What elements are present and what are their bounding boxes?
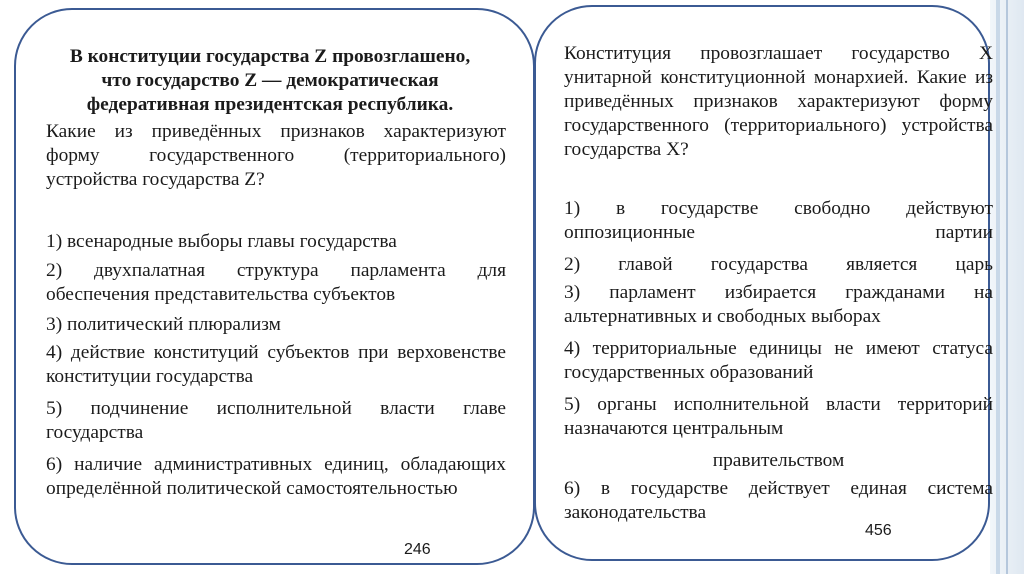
answer-option: 3) парламент избирается гражданами на альтернативных и свободных выборах xyxy=(564,282,993,327)
answer-option: 6) наличие административных единиц, обладающих определённой политической самостоятельностью xyxy=(46,454,506,499)
answer-option: 2) главой государства является царь xyxy=(564,254,993,275)
answer-option: 6) в государстве действует единая система законодательства xyxy=(564,478,993,523)
task-question: Какие из приведённых признаков характеризуют форму государственного (территориального) устройства государства Z? xyxy=(46,121,506,190)
edge-stripe xyxy=(1006,0,1008,574)
answer-option: 5) подчинение исполнительной власти главе государства xyxy=(46,398,506,443)
task-title-line: федеративная президентская республика. xyxy=(86,94,454,115)
answer-option-continued: правительством xyxy=(712,450,845,471)
task-question: Конституция провозглашает государство X унитарной конституционной монархией. Какие из приведённых признаков характеризуют форму государственного (территориального) устройства государства X? xyxy=(564,43,993,160)
answer-option: 5) органы исполнительной власти территорий назначаются центральным xyxy=(564,394,993,439)
answer-option: 3) политический плюрализм xyxy=(46,314,281,335)
answer-option: 4) территориальные единицы не имеют статуса государственных образований xyxy=(564,338,993,383)
answer-option: 4) действие конституций субъектов при верховенстве конституции государства xyxy=(46,342,506,387)
task-title-line: что государство Z — демократическая xyxy=(101,70,439,91)
answer-option: 2) двухпалатная структура парламента для обеспечения представительства субъектов xyxy=(46,260,506,305)
answer-option: 1) всенародные выборы главы государства xyxy=(46,231,397,252)
page-number: 246 xyxy=(404,541,431,558)
edge-stripe xyxy=(996,0,1000,574)
page-number: 456 xyxy=(865,522,892,539)
decorative-edge xyxy=(990,0,1024,574)
answer-option: 1) в государстве свободно действуют оппозиционные партии xyxy=(564,198,993,243)
task-title-line: В конституции государства Z провозглашено, xyxy=(69,46,471,67)
